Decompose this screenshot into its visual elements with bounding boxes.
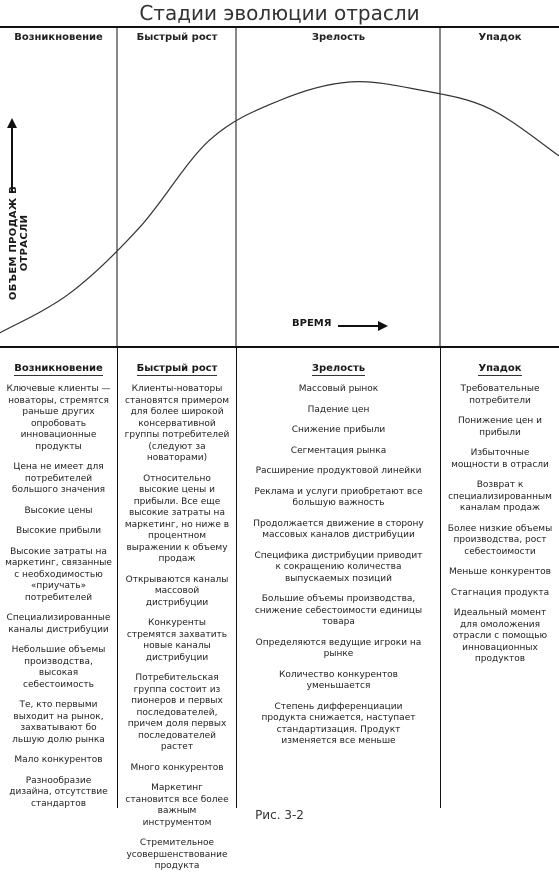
list-item: Идеальный момент для омоложения отрасли с помощью инновационных продуктов bbox=[452, 608, 548, 664]
list-item: Падение цен bbox=[307, 404, 370, 415]
column-growth bbox=[118, 348, 236, 871]
column-decline bbox=[441, 348, 559, 808]
column-maturity bbox=[237, 348, 440, 808]
list-item: Высокие цены bbox=[24, 505, 93, 516]
x-axis-label: ВРЕМЯ bbox=[292, 318, 332, 329]
column-heading: Упадок bbox=[478, 363, 522, 374]
list-item: Цена не имеет для потребителей большого значения bbox=[11, 462, 106, 495]
list-item: Относительно высокие цены и прибыли. Все еще высокие затраты на маркетинг, но ниже в процентном выражении к объему продаж bbox=[124, 473, 230, 564]
list-item: Массовый рынок bbox=[298, 384, 379, 394]
list-item: Сегментация рынка bbox=[290, 445, 387, 456]
list-item: Клиенты-новаторы становятся примером для более широкой консервативной группы потребителей (следуют за новаторами) bbox=[124, 384, 230, 463]
list-item: Требовательные потребители bbox=[460, 384, 540, 406]
item-list bbox=[446, 384, 554, 666]
list-item: Степень дифференциации продукта снижается, наступает стандартизация. Продукт изменяется все меньше bbox=[261, 701, 416, 746]
list-item: Количество конкурентов уменьшается bbox=[279, 669, 398, 691]
list-item: Высокие прибыли bbox=[15, 526, 102, 536]
column-emergence bbox=[0, 348, 117, 808]
phase-heading-decline: Упадок bbox=[478, 32, 522, 43]
list-item: Небольшие объемы производства, высокая себестоимость bbox=[11, 645, 106, 690]
page-title: Стадии эволюции отрасли bbox=[139, 1, 420, 25]
list-item: Высокие затраты на маркетинг, связанные с необходимостью «приучать» потребителей bbox=[5, 546, 112, 603]
lifecycle-curve-chart bbox=[0, 28, 559, 346]
column-heading: Быстрый рост bbox=[136, 363, 218, 374]
list-item: Открываются каналы массовой дистрибуции bbox=[125, 574, 229, 608]
list-item: Специфика дистрибуции приводит к сокращению количества выпускаемых позиций bbox=[254, 550, 423, 584]
x-axis-arrow-head bbox=[378, 321, 388, 331]
list-item: Понижение цен и прибыли bbox=[457, 416, 543, 438]
list-item: Конкуренты стремятся захватить новые каналы дистрибуции bbox=[126, 618, 228, 663]
list-item: Более низкие объемы производства, рост себестоимости bbox=[447, 523, 553, 557]
item-list bbox=[123, 384, 231, 873]
item-list bbox=[5, 384, 112, 810]
list-item: Мало конкурентов bbox=[14, 755, 103, 765]
list-item: Стагнация продукта bbox=[450, 587, 550, 598]
phase-heading-emergence: Возникновение bbox=[14, 32, 103, 43]
list-item: Определяются ведущие игроки на рынке bbox=[255, 637, 422, 659]
y-axis-arrow-head bbox=[7, 118, 17, 128]
list-item: Маркетинг становится все более важным инструментом bbox=[125, 783, 229, 828]
column-heading: Возникновение bbox=[14, 363, 103, 374]
list-item: Ключевые клиенты — новаторы, стремятся раньше других опробовать инновационные продукты bbox=[6, 384, 111, 452]
list-item: Много конкурентов bbox=[130, 762, 224, 773]
figure-caption: Рис. 3-2 bbox=[255, 808, 304, 822]
list-item: Избыточные мощности в отрасли bbox=[451, 448, 549, 470]
item-list bbox=[251, 384, 426, 748]
list-item: Меньше конкурентов bbox=[449, 567, 551, 577]
list-item: Реклама и услуги приобретают все большую важность bbox=[254, 486, 423, 508]
list-item: Разнообразие дизайна, отсутствие стандартов bbox=[9, 775, 108, 809]
list-item: Большие объемы производства, снижение себестоимости единицы товара bbox=[254, 594, 423, 627]
column-heading: Зрелость bbox=[311, 363, 366, 374]
phase-heading-growth: Быстрый рост bbox=[136, 32, 218, 43]
list-item: Стремительное усовершенствование продукта bbox=[126, 838, 228, 871]
list-item: Снижение прибыли bbox=[291, 425, 386, 435]
lifecycle-diagram bbox=[0, 26, 559, 346]
list-item: Потребительская группа состоит из пионеров и первых последователей, причем доля первых последователей растет bbox=[127, 673, 227, 752]
list-item: Продолжается движение в сторону массовых каналов дистрибуции bbox=[253, 518, 424, 540]
sales-curve-series bbox=[0, 82, 559, 333]
list-item: Возврат к специализированным каналам продаж bbox=[448, 480, 552, 513]
y-axis-label: ОБЪЕМ ПРОДАЖ В ОТРАСЛИ bbox=[8, 185, 30, 301]
list-item: Те, кто первыми выходит на рынок, захватывают бо льшую долю рынка bbox=[12, 700, 105, 745]
list-item: Специализированные каналы дистрибуции bbox=[6, 613, 111, 635]
list-item: Расширение продуктовой линейки bbox=[255, 466, 422, 476]
phase-heading-maturity: Зрелость bbox=[311, 32, 366, 43]
